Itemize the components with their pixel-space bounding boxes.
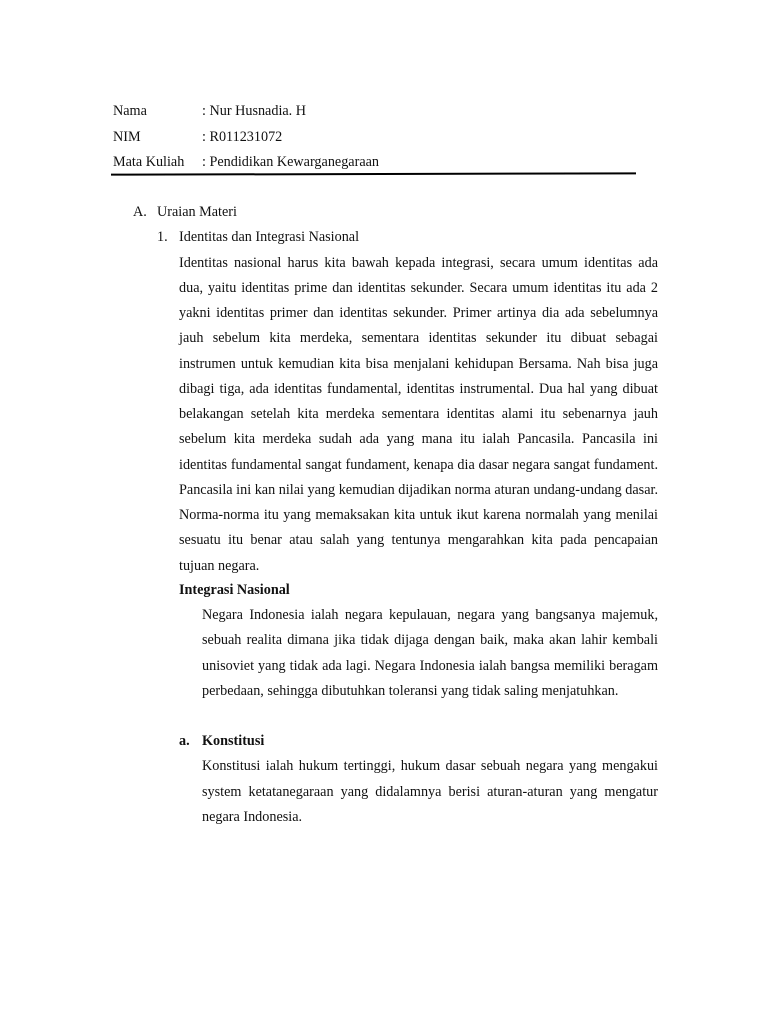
info-label: Nama <box>113 103 147 119</box>
student-info-header <box>113 102 643 179</box>
paragraph-integrasi <box>202 603 658 704</box>
section-heading <box>133 203 658 228</box>
paragraph-identitas <box>179 251 658 579</box>
section-marker: A. <box>133 204 147 220</box>
info-row-name <box>113 102 643 128</box>
section-title: Uraian Materi <box>157 204 237 220</box>
paragraph-text: Negara Indonesia ialah negara kepulauan, negara yang bangsanya majemuk, sebuah realita dimana jika tidak dijaga dengan baik, maka akan lahir kembali unisoviet yang tidak ada lagi. Negara Indonesia ialah bangsa memiliki beragam perbedaan, sehingga dibutuhkan toleransi yang tidak saling menjatuhkan. <box>202 607 658 699</box>
item-title: Konstitusi <box>202 733 265 749</box>
subheading-integrasi: Integrasi Nasional <box>179 581 290 598</box>
info-label: NIM <box>113 128 141 145</box>
paragraph-text: Konstitusi ialah hukum tertinggi, hukum dasar sebuah negara yang mengakui system ketatanegaraan yang didalamnya berisi aturan-aturan yang mengatur negara Indonesia. <box>202 758 658 825</box>
info-label: Mata Kuliah <box>113 154 185 170</box>
info-value: : R011231072 <box>202 128 283 145</box>
item-letter: a. <box>179 733 190 749</box>
item-number: 1. <box>157 229 168 246</box>
document-body <box>133 203 658 830</box>
item-title: Identitas dan Integrasi Nasional <box>179 229 360 246</box>
info-value: : Nur Husnadia. H <box>202 103 307 119</box>
paragraph-text: Identitas nasional harus kita bawah kepada integrasi, secara umum identitas ada dua, yaitu identitas prime dan identitas sekunder. Secara umum identitas itu ada 2 yakni identitas primer dan identitas sekunder. Primer artinya dia ada sebelumnya jauh sebelum kita merdeka, sementara identitas sekunder itu dibuat sebagai instrumen untuk kemudian kita bisa menjalani kehidupan Bersama. Nah bisa juga dibagi tiga, ada identitas fundamental, identitas instrumental. Dua hal yang dibuat belakangan setelah kita merdeka sementara identitas alami itu sebenarnya jauh sebelum kita merdeka sudah ada yang mana itu ialah Pancasila. Pancasila ini identitas fundamental sangat fundament, kenapa dia dasar negara sangat fundament. Pancasila ini kan nilai yang kemudian dijadikan norma aturan undang-undang dasar. Norma-norma itu yang memaksakan kita untuk ikut karena normalah yang menilai sesuatu itu benar atau salah yang tentunya mengarahkan kita pada pencapaian tujuan negara. <box>179 254 658 574</box>
info-value: : Pendidikan Kewarganegaraan <box>202 154 380 170</box>
info-row-nim <box>113 128 643 154</box>
paragraph-konstitusi <box>202 754 658 830</box>
